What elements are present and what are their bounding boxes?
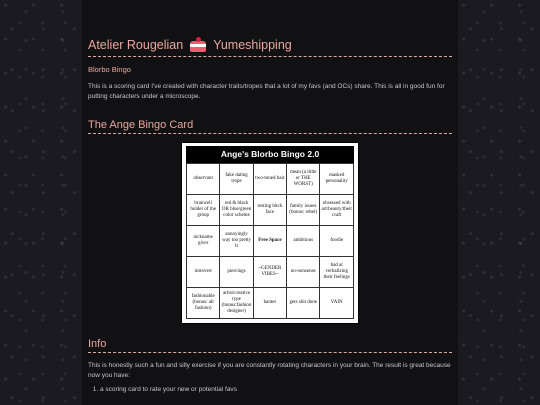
section-title-info: Info (88, 338, 107, 350)
bingo-cell: no-nonsense (287, 257, 320, 288)
bingo-cell: banter (254, 288, 287, 319)
divider (88, 352, 452, 353)
bingo-cell: VAIN (320, 288, 354, 319)
bingo-cell: gets shit done (287, 288, 320, 319)
bingo-cell: fake dating trope (220, 164, 253, 195)
site-title-text[interactable]: Atelier Rougelian (88, 38, 184, 52)
bingo-cell: bad at verbalizing their feelings (320, 257, 354, 288)
bingo-card-image (181, 142, 359, 324)
bingo-cell: nickname giver (187, 226, 220, 257)
list-item: 1. a scoring card to rate your new or potential favs (100, 386, 452, 393)
divider (88, 56, 452, 57)
bingo-cell: artist/creative type (bonus:fashion designer) (220, 288, 253, 319)
bingo-cell: masked personality (320, 164, 354, 195)
post-intro: This is a scoring card I've created with character traits/tropes that a lot of my favs (and OCs) share. This is all in good fun for putting characters under a microscope. (88, 83, 445, 100)
info-list (88, 386, 452, 393)
bingo-cell: obsessed with art/beauty/their craft (320, 195, 354, 226)
main-content (82, 0, 458, 405)
info-text: This is honestly such a fun and silly exercise if you are constantly rotating characters in your brain. The result is great because now you have: (88, 362, 451, 379)
bingo-cell: family issues (bonus: rebel) (287, 195, 320, 226)
bingo-cell: ambitious (287, 226, 320, 257)
bingo-cell: annoyingly way too pretty lt (220, 226, 253, 257)
bingo-cell: red & black OR blue/green color scheme (220, 195, 253, 226)
right-background-pattern (458, 0, 540, 405)
site-subtitle-text[interactable]: Yumeshipping (213, 38, 292, 52)
bingo-title: Ange's Blorbo Bingo 2.0 (186, 146, 354, 163)
cake-icon (187, 36, 209, 54)
left-background-pattern (0, 0, 82, 405)
bingo-cell: resting bitch face (254, 195, 287, 226)
bingo-cell: fashionable (bonus: alt fashion) (187, 288, 220, 319)
bingo-cell: piercings (220, 257, 253, 288)
site-title[interactable] (88, 36, 452, 54)
bingo-cell: two-toned hair (254, 164, 287, 195)
bingo-cell: foodie (320, 226, 354, 257)
bingo-grid (186, 163, 354, 319)
divider (88, 133, 452, 134)
post-subheading: Blorbo Bingo (88, 65, 131, 74)
bingo-cell: introvert (187, 257, 220, 288)
bingo-cell: braincell holder of the group (187, 195, 220, 226)
bingo-cell: mean (a little or THE WORST) (287, 164, 320, 195)
bingo-cell-free-space: Free Space (254, 226, 287, 257)
bingo-cell: ~GENDER VIBES~ (254, 257, 287, 288)
section-title-card: The Ange Bingo Card (88, 119, 194, 131)
bingo-cell: observant (187, 164, 220, 195)
